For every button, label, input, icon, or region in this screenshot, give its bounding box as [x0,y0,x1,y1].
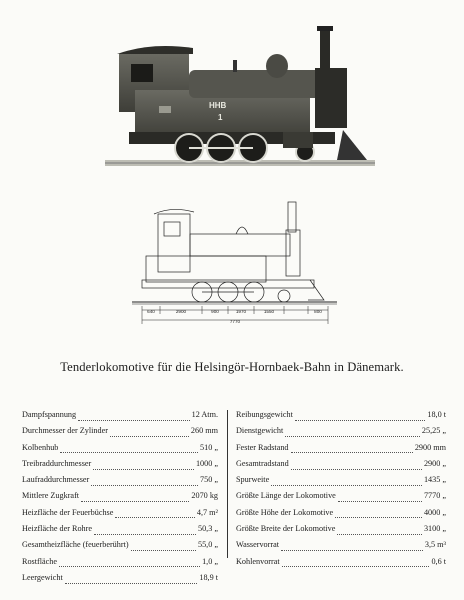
spec-value: 25,25 „ [421,426,446,436]
page-caption: Tenderlokomotive für die Helsingör-Hornbaek-Bahn in Dänemark. [60,360,404,374]
spec-row [22,475,218,491]
spec-row [22,573,218,589]
dimension-label: 640 [147,309,155,314]
spec-value: 510 „ [200,442,218,452]
spec-row [22,410,218,426]
spec-value: 18,0 t [427,410,446,419]
leader-dots [335,517,422,518]
spec-row [22,491,218,507]
spec-label: Wasservorrat [236,540,279,550]
spec-value: 0,6 t [431,556,446,566]
spec-row [236,540,446,556]
spec-label: Größte Länge der Lokomotive [236,491,336,501]
spec-row [22,443,218,459]
spec-value: 260 mm [190,426,218,436]
spec-row [22,524,218,540]
spec-row [236,475,446,491]
spec-value: 2900 „ [423,458,446,468]
dimension-label: 2900 [175,309,187,314]
spec-value: 4,7 m² [196,507,218,517]
leader-dots [131,550,196,551]
spec-value: 4000 „ [423,507,446,517]
dimension-label: 1550 [263,309,275,314]
leader-dots [291,452,413,453]
spec-value: 18,9 t [199,572,218,582]
spec-label: Dampfspannung [22,410,77,419]
overall-length-label: 7770 [229,319,241,324]
leader-dots [281,550,423,551]
spec-value: 1435 „ [423,475,446,485]
spec-row [236,426,446,442]
spec-value: 7770 „ [423,491,446,501]
leader-dots [81,501,189,502]
leader-dots [291,469,422,470]
spec-label: Kohlenvorrat [236,556,280,566]
spec-label: Rostfläche [22,556,58,566]
specs-left-column [22,410,218,589]
spec-label: Laufraddurchmesser [22,475,90,485]
leader-dots [60,452,198,453]
dimension-label: 1970 [235,309,247,314]
spec-row [22,557,218,573]
spec-label: Gesamtradstand [236,458,289,468]
spec-row [236,410,446,426]
leader-dots [91,485,198,486]
spec-value: 55,0 „ [197,540,218,550]
dimension-label: 800 [314,309,322,314]
spec-row [236,508,446,524]
spec-label: Fester Radstand [236,442,289,452]
leader-dots [110,436,189,437]
locomotive-drawing [132,200,337,335]
spec-row [236,557,446,573]
spec-row [236,491,446,507]
locomotive-photo [105,20,375,180]
spec-value: 12 Atm. [191,410,218,419]
leader-dots [78,420,189,421]
spec-value: 2900 mm [414,442,446,452]
spec-label: Durchmesser der Zylinder [22,426,108,436]
leader-dots [65,583,198,584]
leader-dots [338,501,422,502]
leader-dots [93,469,194,470]
spec-label: Leergewicht [22,572,63,582]
spec-value: 2070 kg [191,491,218,501]
spec-label: Treibraddurchmesser [22,458,92,468]
column-divider [227,410,228,558]
specs-right-column [236,410,446,573]
spec-row [22,540,218,556]
spec-label: Kolbenhub [22,442,59,452]
spec-row [236,524,446,540]
leader-dots [282,566,430,567]
tender-lettering: HHB [209,101,227,110]
leader-dots [295,420,425,421]
spec-label: Größte Breite der Lokomotive [236,524,336,534]
spec-row [22,459,218,475]
leader-dots [94,534,196,535]
spec-label: Reibungsgewicht [236,410,293,419]
spec-value: 1,0 „ [202,556,218,566]
dimension-label: 900 [211,309,219,314]
leader-dots [337,534,422,535]
spec-value: 3100 „ [423,524,446,534]
spec-label: Gesamtheizfläche (feuerberührt) [22,540,129,550]
specifications-table [22,410,447,582]
spec-label: Heizfläche der Feuerbüchse [22,507,114,517]
spec-value: 1000 „ [195,458,218,468]
spec-value: 750 „ [200,475,218,485]
leader-dots [59,566,200,567]
spec-label: Mittlere Zugkraft [22,491,80,501]
spec-label: Größte Höhe der Lokomotive [236,507,334,517]
spec-label: Dienstgewicht [236,426,284,436]
leader-dots [271,485,422,486]
spec-label: Heizfläche der Rohre [22,524,93,534]
spec-row [22,426,218,442]
spec-row [236,459,446,475]
spec-row [22,508,218,524]
leader-dots [285,436,420,437]
spec-row [236,443,446,459]
tender-number: 1 [218,113,223,122]
leader-dots [115,517,195,518]
spec-value: 50,3 „ [197,524,218,534]
spec-value: 3,5 m³ [424,540,446,550]
spec-label: Spurweite [236,475,270,485]
